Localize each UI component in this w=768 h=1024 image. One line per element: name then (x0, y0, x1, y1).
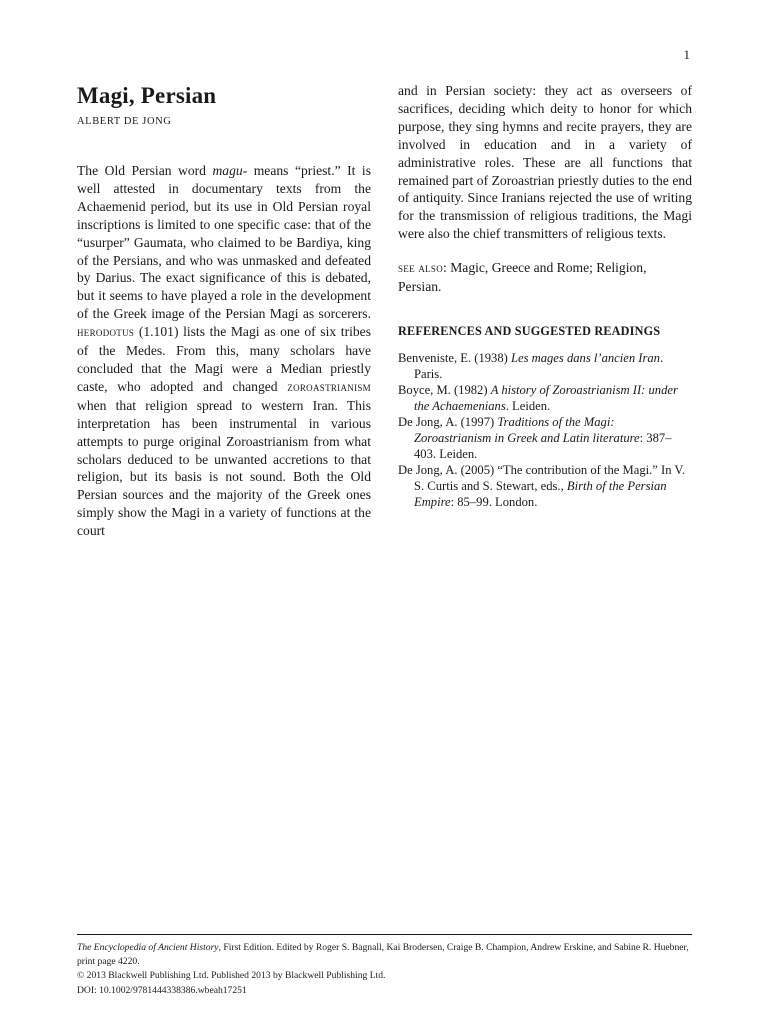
references-heading: REFERENCES AND SUGGESTED READINGS (398, 323, 661, 338)
body-text: means “priest.” It is well attested in documentary texts from the Achaemenid period, but its use in Old Persian royal inscriptions is limited to one specific case: that of the “usurper” Gaumata, who claimed to be Bardiya, king of the Persians, and who was unmasked and defeated by Darius. The exact significance of this is debated, but it seems to have played a role in the development of the Greek image of the Persian Magi as sorcerers. (77, 163, 371, 322)
body-paragraph-continued: and in Persian society: they act as overseers of sacrifices, deciding which deity to honor for which purpose, they sing hymns and recite prayers, they are involved in education and in a variety of administrative roles. These are all functions that remained part of Zoroastrian priestly duties to the end of antiquity. Since Iranians rejected the use of writing for the transmission of religious traditions, the Magi were also the chief transmitters of religious texts. (398, 83, 692, 242)
footer-doi[interactable]: DOI: 10.1002/9781444338386.wbeah17251 (77, 984, 247, 996)
reference-item: De Jong, A. (1997) Traditions of the Magi: Zoroastrianism in Greek and Latin literature: 387–403. Leiden. (398, 414, 672, 461)
footer-citation: The Encyclopedia of Ancient History, First Edition. Edited by Roger S. Bagnall, Kai Brodersen, Craige B. Champion, Andrew Erskine, and Sabine R. Huebner, print page 4220. (77, 942, 689, 968)
see-also-label: see also (398, 261, 444, 276)
left-column (77, 82, 371, 540)
references-list (398, 350, 692, 510)
article-author: ALBERT DE JONG (77, 116, 172, 127)
reference-item: Benveniste, E. (1938) Les mages dans l’ancien Iran. Paris. (398, 350, 664, 381)
reference-item: De Jong, A. (2005) “The contribution of the Magi.” In V. S. Curtis and S. Stewart, eds., Birth of the Persian Empire: 85–99. London. (398, 462, 686, 509)
right-column (398, 82, 692, 510)
body-text: The Old Persian word (77, 163, 213, 178)
body-paragraph (77, 162, 371, 540)
cross-reference-herodotus[interactable]: herodotus (77, 325, 135, 340)
page-footer (77, 934, 692, 998)
see-also (398, 259, 692, 296)
page-number: 1 (683, 47, 690, 62)
term-magu: magu- (212, 163, 248, 178)
body-text: when that religion spread to western Iran. This interpretation has been instrumental in various attempts to purge original Zoroastrianism from what scholars deduced to be unwanted accretions to that religion, but its basis is not sound. Both the Old Persian sources and the majority of the Greek ones simply show the Magi in a variety of functions at the court (77, 397, 371, 539)
article-title: Magi, Persian (77, 83, 217, 108)
reference-item: Boyce, M. (1982) A history of Zoroastrianism II: under the Achaemenians. Leiden. (398, 382, 678, 413)
cross-reference-zoroastrianism[interactable]: zoroastrianism (287, 379, 371, 394)
see-also-links[interactable]: : Magic, Greece and Rome; Religion, Persian. (398, 260, 647, 295)
footer-copyright: © 2013 Blackwell Publishing Ltd. Published 2013 by Blackwell Publishing Ltd. (77, 970, 386, 982)
body-text: (1.101) lists the Magi as one of six tribes of the Medes. From this, many scholars have concluded that the Magi were a Median priestly caste, who adopted and changed (77, 324, 371, 394)
